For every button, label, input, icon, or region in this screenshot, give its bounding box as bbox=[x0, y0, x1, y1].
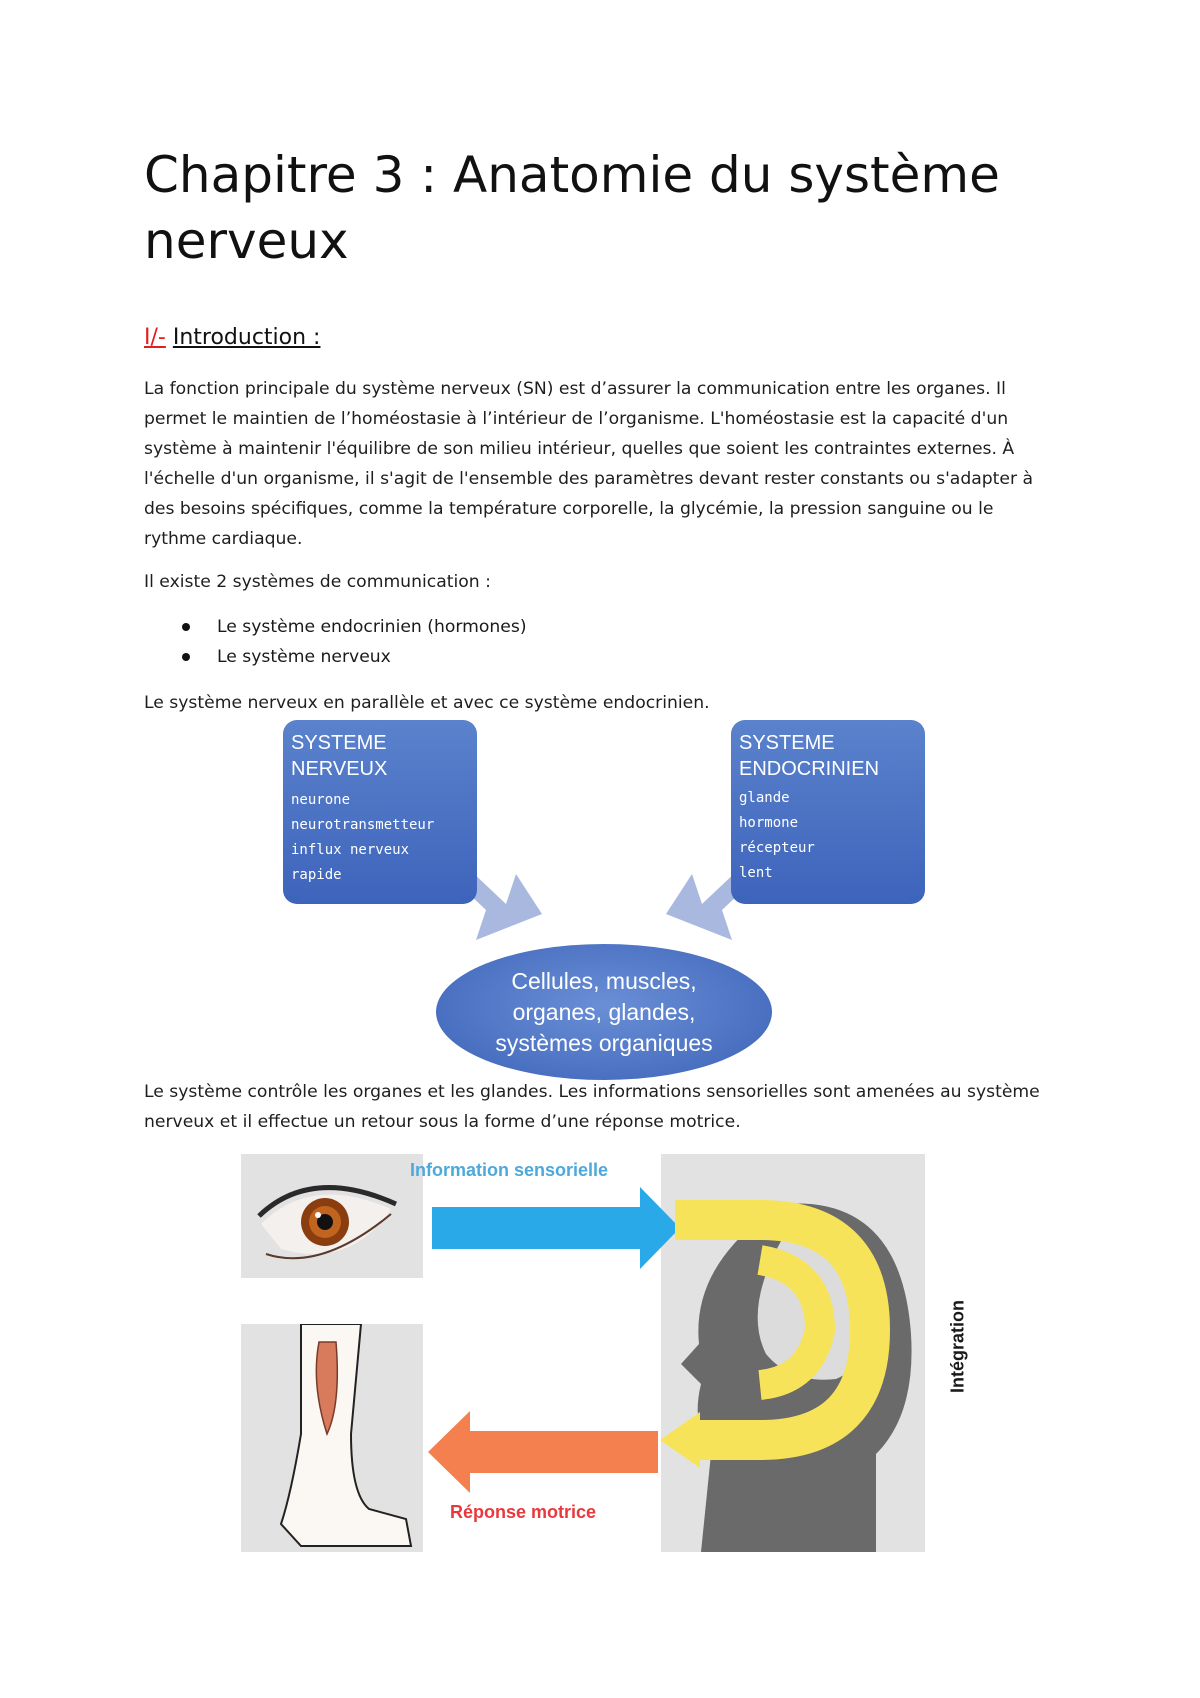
list-item-text: Le système endocrinien (hormones) bbox=[217, 617, 527, 637]
box-item: neurotransmetteur bbox=[291, 817, 435, 833]
motor-label: Réponse motrice bbox=[450, 1502, 597, 1522]
box-item: rapide bbox=[291, 867, 342, 883]
box-item: neurone bbox=[291, 792, 351, 808]
intro-paragraph: La fonction principale du système nerveux (SN) est d’assurer la communication entre les organes. Il permet le maintien de l’homéostasie à l’intérieur de l’organisme. L'homéostasie est la capacité d'un système à maintenir l'équilibre de son milieu intérieur, quelles que soient les contraintes externes. À l'échelle d'un organisme, il s'agit de l'ensemble des paramètres devant rester constants ou s'adapter à des besoins spécifiques, comme la température corporelle, la glycémie, la pression sanguine ou le rythme cardiaque. bbox=[144, 379, 1034, 549]
systems-intro-paragraph: Il existe 2 systèmes de communication : bbox=[144, 572, 491, 592]
box-item: glande bbox=[739, 790, 790, 806]
section-label: Introduction : bbox=[172, 325, 321, 350]
box-item: hormone bbox=[739, 815, 799, 831]
control-paragraph: Le système contrôle les organes et les glandes. Les informations sensorielles sont amenées au système nerveux et il effectue un retour sous la forme d’une réponse motrice. bbox=[144, 1082, 1040, 1132]
parallel-paragraph: Le système nerveux en parallèle et avec ce système endocrinien. bbox=[144, 693, 710, 713]
integration-label: Intégration bbox=[947, 1300, 968, 1393]
motor-arrow bbox=[428, 1411, 658, 1493]
box-title: ENDOCRINIEN bbox=[739, 758, 880, 780]
box-title: SYSTEME NERVEUX bbox=[291, 732, 388, 780]
box-item: lent bbox=[739, 865, 773, 881]
ellipse-line: systèmes organiques bbox=[495, 1029, 713, 1056]
sensory-label: Information sensorielle bbox=[410, 1160, 609, 1180]
box-item: récepteur bbox=[739, 840, 815, 856]
box-item: influx nerveux bbox=[291, 842, 410, 858]
integration-inner-arrow bbox=[760, 1260, 820, 1385]
ellipse-line: Cellules, muscles, bbox=[511, 967, 697, 994]
integration-arrow-head bbox=[660, 1412, 700, 1468]
page-title: Chapitre 3 : Anatomie du système nerveux bbox=[144, 146, 1000, 270]
section-number: I/- bbox=[144, 325, 166, 350]
ellipse-line: organes, glandes, bbox=[512, 998, 696, 1025]
list-item-text: Le système nerveux bbox=[217, 647, 391, 667]
sensory-arrow bbox=[432, 1187, 680, 1269]
box-title: SYSTEME bbox=[739, 732, 835, 754]
